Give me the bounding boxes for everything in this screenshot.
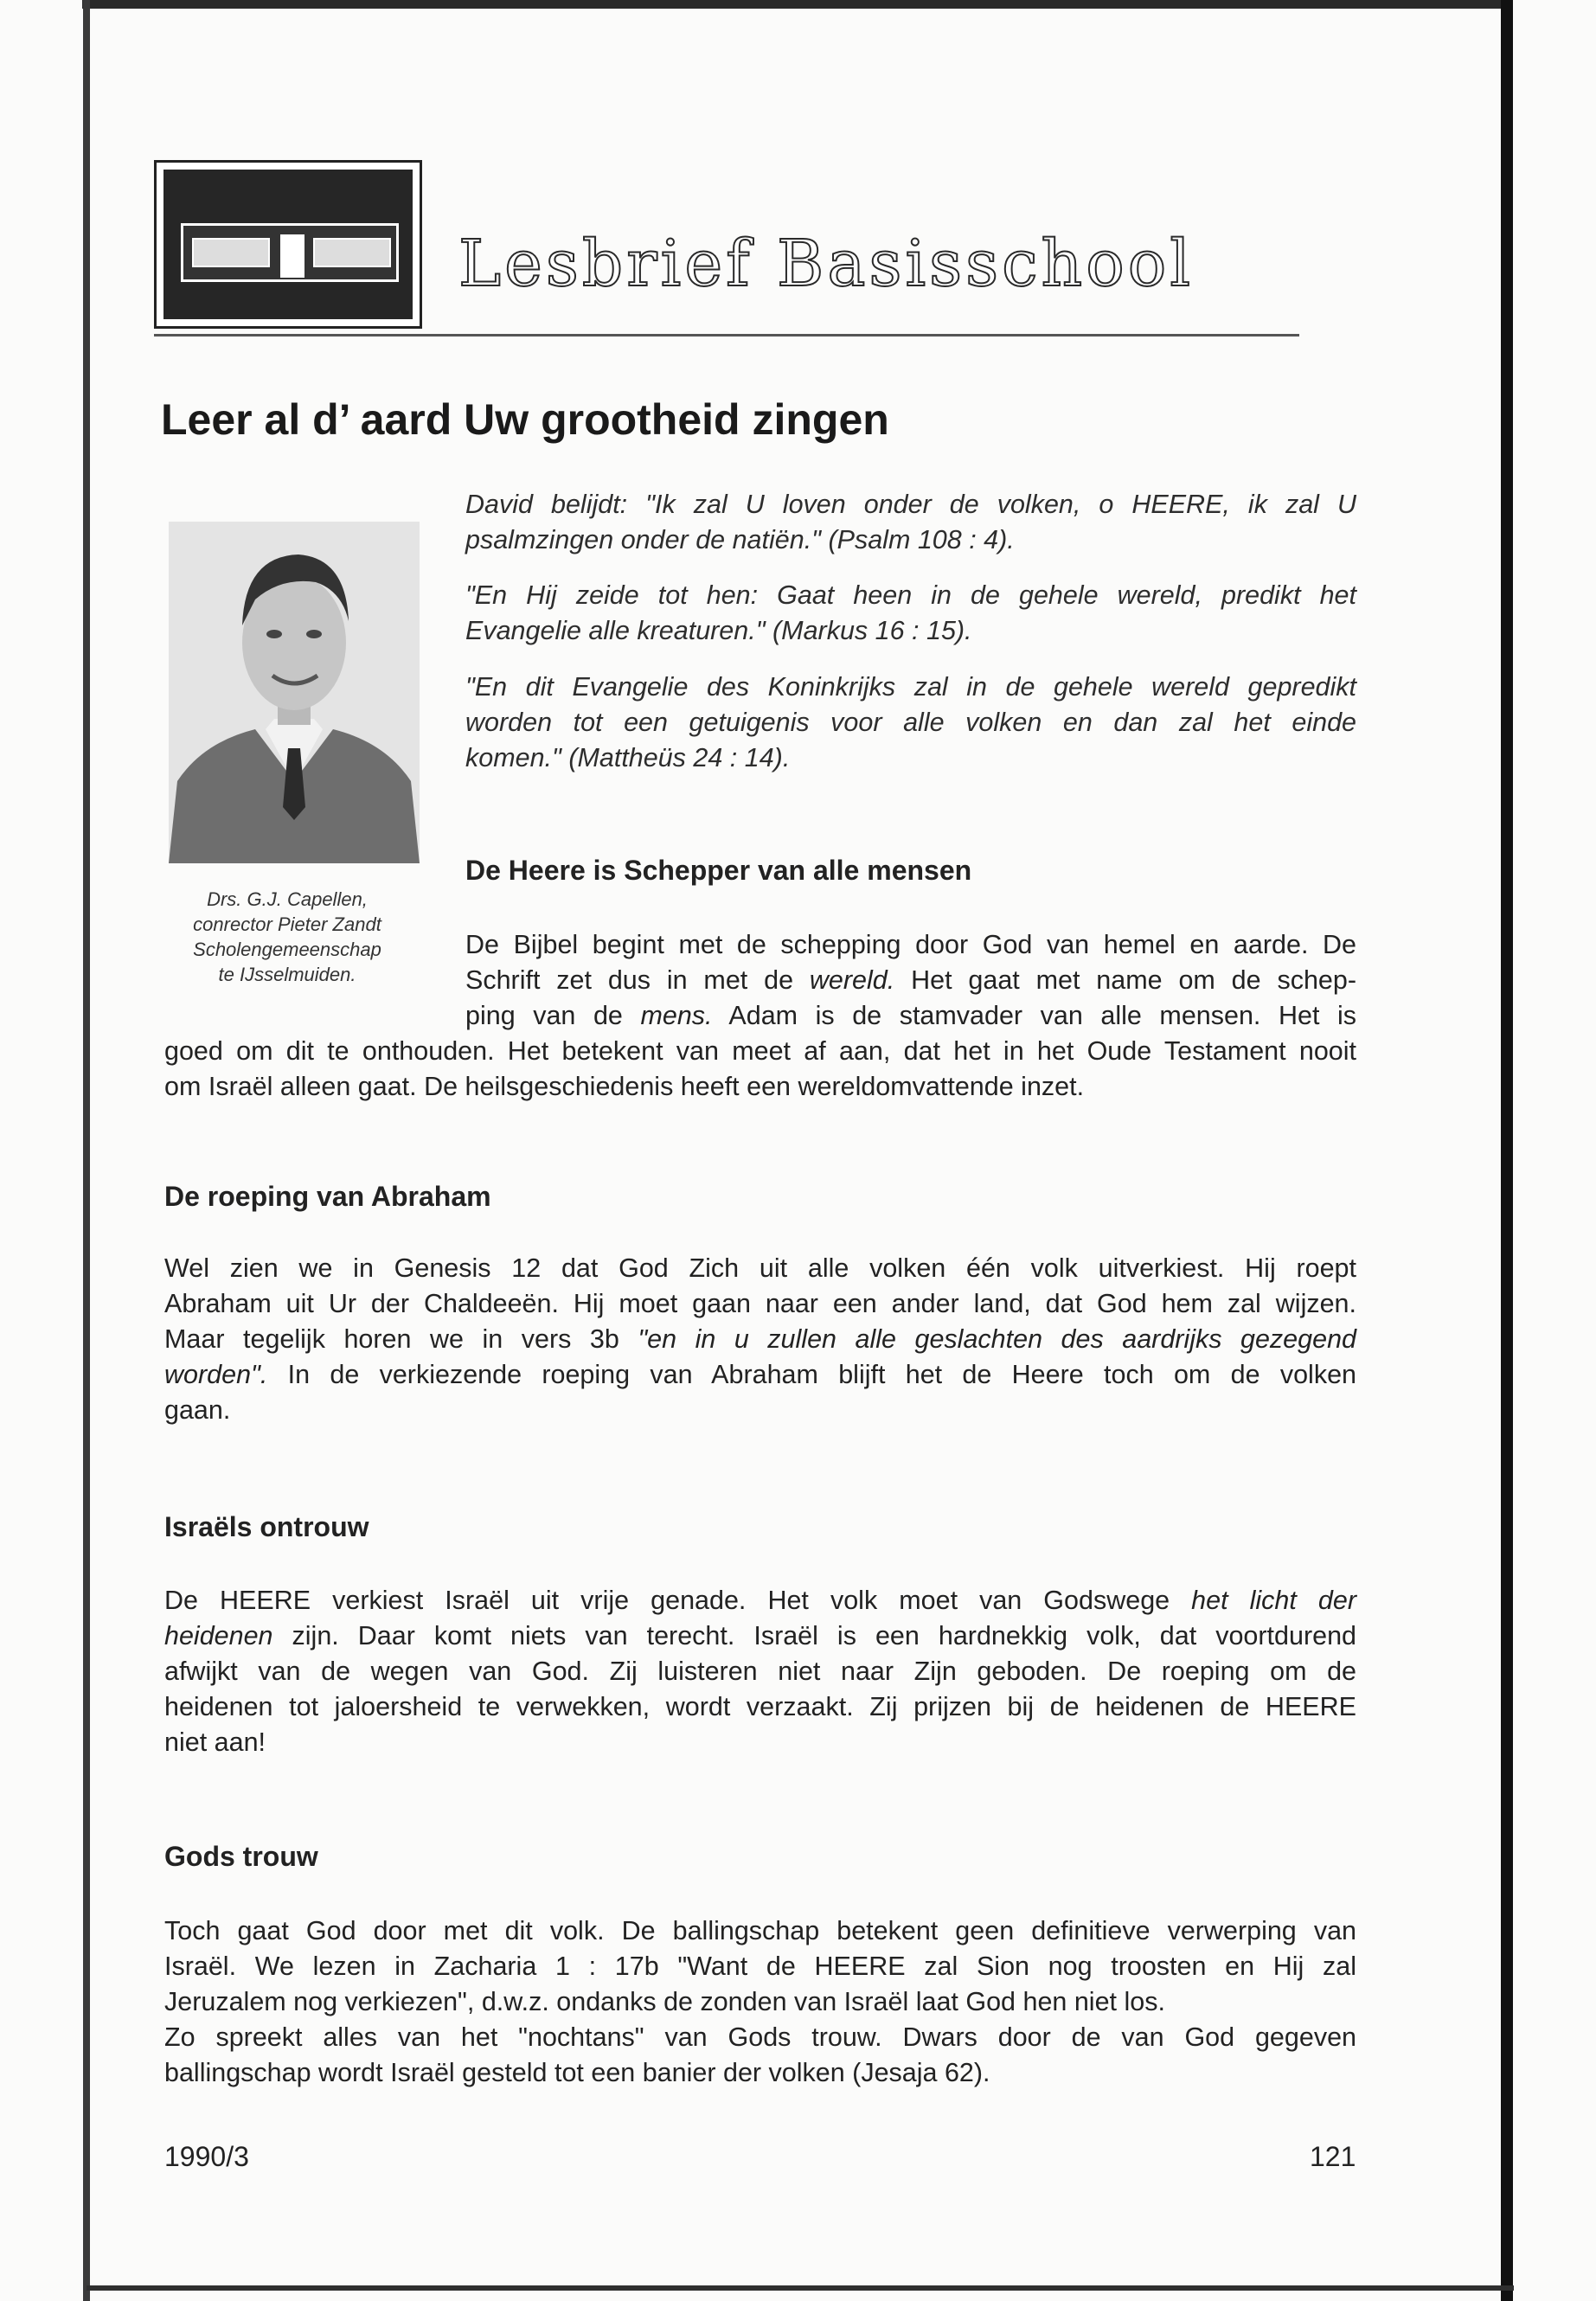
quote-mattheus xyxy=(465,670,1356,776)
paragraph-line: ballingschap wordt Israël gesteld tot een banier der volken (Jesaja 62). xyxy=(164,2058,990,2087)
section-heading-gods-trouw: Gods trouw xyxy=(164,1841,318,1872)
paragraph-line: goed om dit te onthouden. Het betekent van meet af aan, dat het in het Oude Testament nooit xyxy=(164,1036,1356,1066)
paragraph-line: Israël. We lezen in Zacharia 1 : 17b "Want de HEERE zal Sion nog troosten en Hij zal xyxy=(164,1952,1356,1981)
paragraph-line: afwijkt van de wegen van God. Zij luisteren niet naar Zijn geboden. De roeping om de xyxy=(164,1657,1356,1686)
article-title: Leer al d’ aard Uw grootheid zingen xyxy=(161,395,889,444)
scan-edge-top xyxy=(82,0,1509,9)
caption-line: te IJsselmuiden. xyxy=(218,964,356,985)
paragraph-line: Jeruzalem nog verkiezen", d.w.z. ondanks de zonden van Israël laat God hen niet los. xyxy=(164,1987,1165,2016)
school-building-icon xyxy=(154,160,422,329)
paragraph-line: De HEERE verkiest Israël uit vrije genade. Het volk moet van Godswege het licht der xyxy=(164,1586,1356,1615)
scan-edge-left xyxy=(83,0,90,2301)
paragraph-line: Maar tegelijk horen we in vers 3b "en in u zullen alle geslachten des aardrijks gezegend xyxy=(164,1324,1356,1354)
quote-line: komen." (Mattheüs 24 : 14). xyxy=(465,743,791,772)
paragraph-schepper-bottom xyxy=(164,1034,1356,1105)
quote-line: David belijdt: "Ik zal U loven onder de volken, o HEERE, ik zal U xyxy=(465,490,1356,519)
paragraph-line: ping van de mens. Adam is de stamvader van alle mensen. Het is xyxy=(465,1001,1356,1030)
paragraph-line: Toch gaat God door met dit volk. De ballingschap betekent geen definitieve verwerping van xyxy=(164,1916,1356,1945)
quote-psalm xyxy=(465,487,1356,558)
caption-line: Drs. G.J. Capellen, xyxy=(207,888,368,910)
author-portrait-image xyxy=(169,522,420,863)
author-caption xyxy=(157,887,417,987)
quote-line: "En Hij zeide tot hen: Gaat heen in de gehele wereld, predikt het xyxy=(465,580,1356,610)
author-photo xyxy=(169,522,420,863)
issue-number: 1990/3 xyxy=(164,2141,249,2172)
quote-markus xyxy=(465,578,1356,649)
section-heading-schepper: De Heere is Schepper van alle mensen xyxy=(465,855,972,886)
scan-edge-bottom xyxy=(87,2285,1514,2291)
page-number: 121 xyxy=(1310,2141,1356,2172)
header-divider xyxy=(154,334,1299,336)
scan-edge-right xyxy=(1501,0,1513,2301)
paragraph-schepper-top xyxy=(465,927,1356,1034)
paragraph-line: om Israël alleen gaat. De heilsgeschiedenis heeft een wereldomvattende inzet. xyxy=(164,1072,1085,1101)
paragraph-line: heidenen tot jaloersheid te verwekken, wordt verzaakt. Zij prijzen bij de heidenen de HEERE xyxy=(164,1692,1356,1721)
section-heading-abraham: De roeping van Abraham xyxy=(164,1181,491,1212)
quote-line: psalmzingen onder de natiën." (Psalm 108 : 4). xyxy=(465,525,1015,554)
quote-line: worden tot een getuigenis voor alle volken en dan zal het einde xyxy=(465,708,1356,737)
paragraph-line: Zo spreekt alles van het "nochtans" van Gods trouw. Dwars door de van God gegeven xyxy=(164,2022,1356,2052)
paragraph-line: Schrift zet dus in met de wereld. Het gaat met name om de schep- xyxy=(465,965,1356,995)
paragraph-abraham xyxy=(164,1251,1356,1428)
paragraph-line: gaan. xyxy=(164,1395,231,1425)
paragraph-line: Wel zien we in Genesis 12 dat God Zich uit alle volken één volk uitverkiest. Hij roept xyxy=(164,1253,1356,1283)
quote-line: "En dit Evangelie des Koninkrijks zal in de gehele wereld gepredikt xyxy=(465,672,1356,702)
caption-line: conrector Pieter Zandt xyxy=(193,913,381,935)
paragraph-line: Abraham uit Ur der Chaldeeën. Hij moet gaan naar een ander land, dat God hem zal wijzen. xyxy=(164,1289,1356,1318)
paragraph-line: heidenen zijn. Daar komt niets van terecht. Israël is een hardnekkig volk, dat voortdurend xyxy=(164,1621,1356,1650)
paragraph-line: worden". In de verkiezende roeping van Abraham blijft het de Heere toch om de volken xyxy=(164,1360,1356,1389)
quote-line: Evangelie alle kreaturen." (Markus 16 : 15). xyxy=(465,616,972,645)
series-title: Lesbrief Basisschool xyxy=(458,227,1194,301)
paragraph-gods-trouw xyxy=(164,1913,1356,2091)
paragraph-ontrouw xyxy=(164,1583,1356,1760)
caption-line: Scholengemeenschap xyxy=(193,939,381,960)
paragraph-line: niet aan! xyxy=(164,1727,266,1757)
paragraph-line: De Bijbel begint met de schepping door God van hemel en aarde. De xyxy=(465,930,1356,959)
section-heading-ontrouw: Israëls ontrouw xyxy=(164,1511,369,1542)
